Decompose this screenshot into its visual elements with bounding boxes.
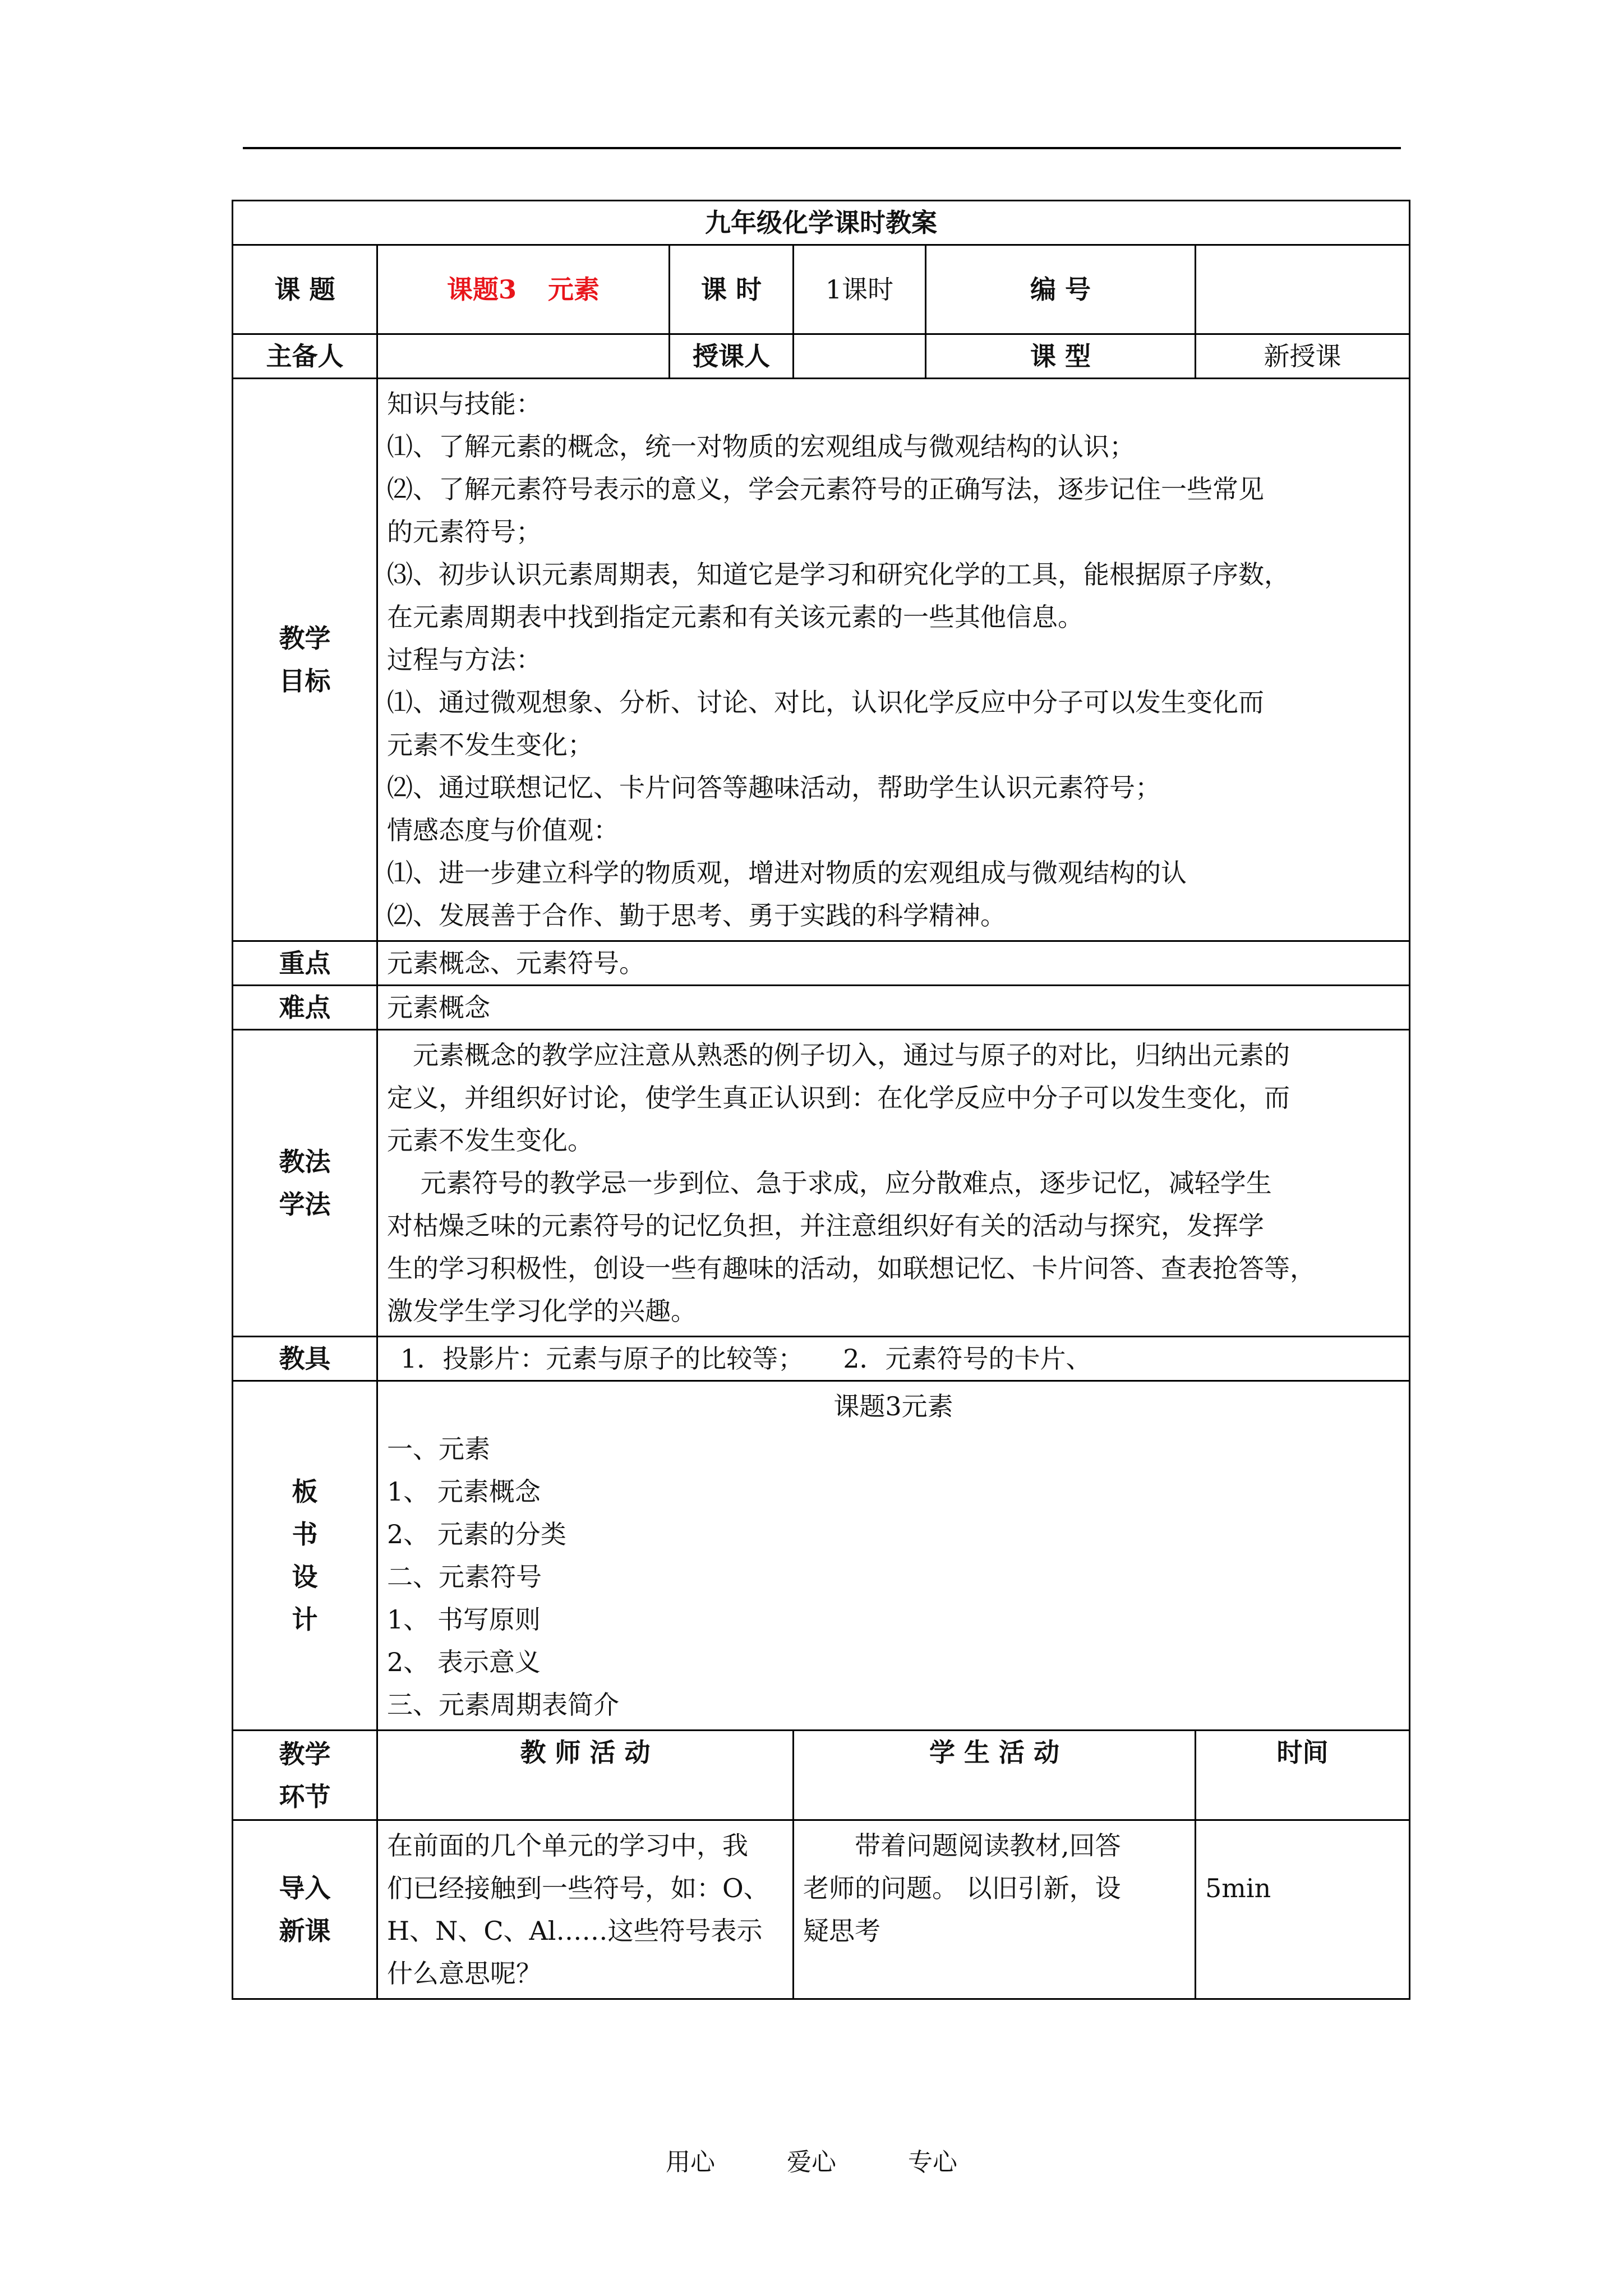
board-line: 一、元素: [387, 1434, 490, 1464]
board-line: 三、元素周期表简介: [387, 1690, 619, 1720]
objective-line: ⑵、通过联想记忆、卡片问答等趣味活动，帮助学生认识元素符号；: [387, 772, 1161, 803]
objective-line: ⑴、了解元素的概念，统一对物质的宏观组成与微观结构的认识；: [387, 431, 1135, 462]
board-label-char: 设: [292, 1562, 318, 1592]
time-header: 时间: [1196, 1731, 1410, 1820]
topic-row: [233, 245, 1410, 334]
student-activity-header: 学 生 活 动: [794, 1731, 1196, 1820]
board-content: [377, 1381, 1410, 1731]
period-label: 课 时: [670, 245, 794, 334]
method-line: 元素符号的教学忌一步到位、急于求成，应分散难点，逐步记忆，减轻学生: [420, 1168, 1272, 1198]
method-line: 定义，并组织好讨论，使学生真正认识到：在化学反应中分子可以发生变化，而: [387, 1083, 1290, 1113]
intro-teacher-line: 什么意思呢？: [387, 1958, 542, 1989]
stage-header: [233, 1731, 377, 1820]
teacher-value: [794, 334, 926, 379]
tools-label: 教具: [233, 1337, 377, 1381]
objective-line: ⑵、发展善于合作、勤于思考、勇于实践的科学精神。: [387, 900, 1006, 931]
intro-stage-b: 新课: [279, 1916, 331, 1946]
teacher-label: 授课人: [670, 334, 794, 379]
intro-teacher-line: H、N、C、Al……这些符号表示: [387, 1916, 763, 1946]
difficulty-value: 元素概念: [377, 986, 1410, 1030]
board-label-char: 书: [292, 1519, 318, 1549]
board-line: 2、 元素的分类: [387, 1519, 566, 1549]
method-line: 对枯燥乏味的元素符号的记忆负担，并注意组织好有关的活动与探究，发挥学: [387, 1211, 1264, 1241]
board-row: [233, 1381, 1410, 1731]
preparer-label: 主备人: [233, 334, 377, 379]
board-line: 1、 元素概念: [387, 1476, 541, 1507]
footer-word: 专心: [908, 2148, 957, 2177]
topic-label: 课 题: [233, 245, 377, 334]
type-label: 课 型: [926, 334, 1196, 379]
intro-student-line: 疑思考: [803, 1916, 880, 1946]
board-line: 1、 书写原则: [387, 1604, 541, 1635]
page-footer: [0, 2142, 1623, 2178]
topic-value-name: 元素: [548, 274, 600, 305]
tools-content: [377, 1337, 1410, 1381]
objective-line: 知识与技能：: [387, 389, 542, 419]
title-row: [233, 201, 1410, 245]
difficulty-row: [233, 986, 1410, 1030]
preparer-row: [233, 334, 1410, 379]
method-content: [377, 1030, 1410, 1337]
objectives-label-a: 教学: [279, 623, 331, 654]
objective-line: ⑴、通过微观想象、分析、讨论、对比，认识化学反应中分子可以发生变化而: [387, 687, 1264, 717]
intro-teacher-activity: [377, 1820, 794, 1999]
intro-time: 5min: [1196, 1820, 1410, 1999]
doc-title: 九年级化学课时教案: [233, 201, 1410, 245]
teacher-activity-header: 教 师 活 动: [377, 1731, 794, 1820]
objectives-label: [233, 379, 377, 941]
method-label-a: 教法: [279, 1147, 331, 1177]
key-point-row: [233, 941, 1410, 986]
tool-item-2: 2．元素符号的卡片、: [843, 1343, 1092, 1374]
objective-line: 过程与方法：: [387, 645, 542, 675]
objective-line: 的元素符号；: [387, 517, 542, 547]
key-point-value: 元素概念、元素符号。: [377, 941, 1410, 986]
method-label-b: 学法: [279, 1189, 331, 1220]
intro-student-activity: [794, 1820, 1196, 1999]
number-value: [1196, 245, 1410, 334]
period-value: 1课时: [794, 245, 926, 334]
tools-row: [233, 1337, 1410, 1381]
type-value: 新授课: [1196, 334, 1410, 379]
intro-student-line: 带着问题阅读教材,回答: [855, 1830, 1121, 1861]
method-row: [233, 1030, 1410, 1337]
topic-value-number: 课题3: [446, 274, 517, 305]
number-label: 编 号: [926, 245, 1196, 334]
intro-teacher-line: 们已经接触到一些符号，如：O、: [387, 1873, 769, 1903]
objectives-row: [233, 379, 1410, 941]
objectives-content: [377, 379, 1410, 941]
preparer-value: [377, 334, 670, 379]
objective-line: ⑶、初步认识元素周期表，知道它是学习和研究化学的工具，能根据原子序数，: [387, 559, 1290, 590]
intro-stage-a: 导入: [279, 1873, 331, 1903]
intro-stage: [233, 1820, 377, 1999]
intro-row: [233, 1820, 1410, 1999]
key-point-label: 重点: [233, 941, 377, 986]
stage-header-a: 教学: [279, 1738, 331, 1769]
top-rule: [243, 147, 1401, 149]
board-line: 二、元素符号: [387, 1562, 542, 1592]
method-line: 元素不发生变化。: [387, 1125, 593, 1156]
board-line: 2、 表示意义: [387, 1647, 541, 1677]
objective-line: 在元素周期表中找到指定元素和有关该元素的一些其他信息。: [387, 602, 1083, 632]
intro-teacher-line: 在前面的几个单元的学习中，我: [387, 1830, 748, 1861]
topic-value: [377, 245, 670, 334]
objective-line: 元素不发生变化；: [387, 730, 593, 760]
tool-item-1: 1．投影片：元素与原子的比较等；: [400, 1343, 804, 1374]
footer-word: 爱心: [787, 2148, 836, 2177]
method-line: 元素概念的教学应注意从熟悉的例子切入，通过与原子的对比，归纳出元素的: [413, 1040, 1290, 1070]
method-line: 生的学习积极性，创设一些有趣味的活动，如联想记忆、卡片问答、查表抢答等，: [387, 1253, 1316, 1283]
lesson-plan-table: [232, 200, 1410, 2000]
intro-student-line: 老师的问题。 以旧引新，设: [803, 1873, 1121, 1903]
method-line: 激发学生学习化学的兴趣。: [387, 1296, 697, 1326]
stage-header-b: 环节: [279, 1781, 331, 1812]
board-label-char: 计: [292, 1604, 318, 1635]
board-title: 课题3元素: [833, 1391, 953, 1421]
objective-line: ⑵、了解元素符号表示的意义，学会元素符号的正确写法，逐步记住一些常见: [387, 474, 1264, 504]
objective-line: 情感态度与价值观：: [387, 815, 619, 845]
board-label: [233, 1381, 377, 1731]
objective-line: ⑴、进一步建立科学的物质观，增进对物质的宏观组成与微观结构的认: [387, 858, 1187, 888]
footer-word: 用心: [666, 2148, 715, 2177]
activity-header-row: [233, 1731, 1410, 1820]
board-label-char: 板: [292, 1476, 318, 1507]
method-label: [233, 1030, 377, 1337]
objectives-label-b: 目标: [279, 666, 331, 696]
difficulty-label: 难点: [233, 986, 377, 1030]
